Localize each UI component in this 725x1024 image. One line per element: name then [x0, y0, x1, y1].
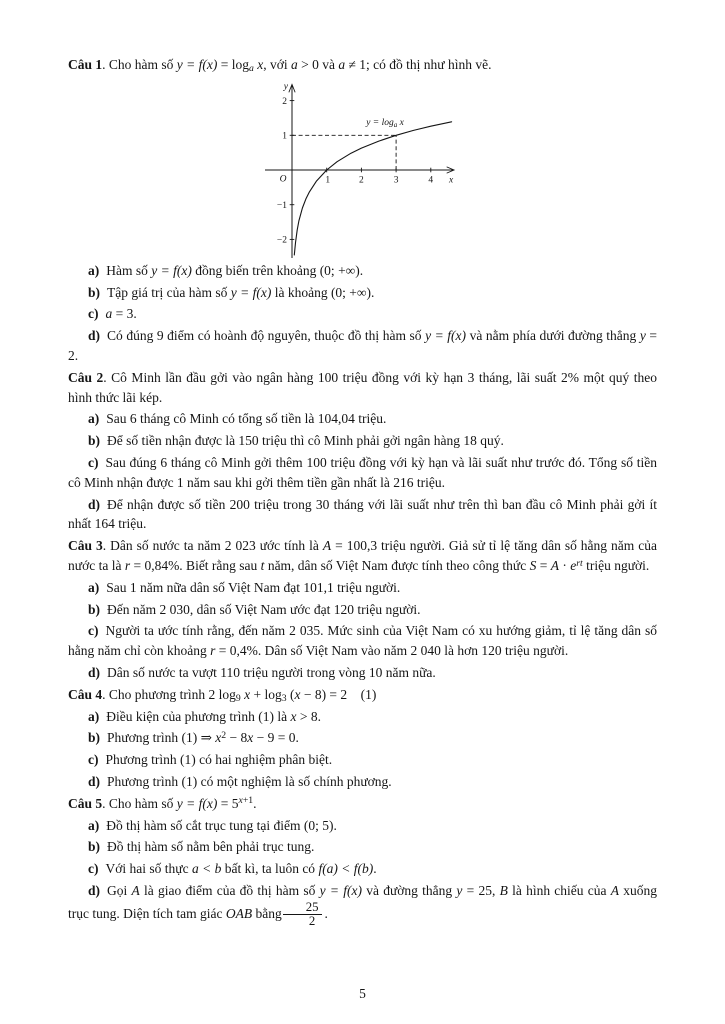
question-4-option-d: d) Phương trình (1) có một nghiệm là số chính phương. — [88, 773, 392, 789]
option-label: c) — [88, 454, 99, 470]
question-3-option-b: b) Đến năm 2 030, dân số Việt Nam ước đạt 120 triệu người. — [88, 601, 421, 617]
math-inline: A — [322, 538, 332, 554]
question-3-option-a: a) Sau 1 năm nữa dân số Việt Nam đạt 101,1 triệu người. — [88, 579, 401, 595]
question-4-option-c: c) Phương trình (1) có hai nghiệm phân biệt. — [88, 752, 333, 768]
question-1-option-c: c) a = 3. — [88, 306, 137, 322]
option-label: c) — [88, 306, 99, 322]
math-inline: rt — [576, 557, 583, 569]
math-inline: y = f(x) — [151, 262, 192, 278]
math-inline: A — [550, 557, 559, 573]
math-inline: r — [210, 643, 216, 659]
origin-label: O — [279, 174, 286, 185]
math-inline: y = f(x) — [176, 795, 218, 811]
x-tick-2: 2 — [358, 175, 364, 186]
x-axis-label: x — [448, 175, 453, 186]
question-stem-2: Câu 2. Cô Minh lần đầu gởi vào ngân hàng 100 triệu đồng với kỳ hạn 3 tháng, lãi suất 2% một quý theo hình thức lãi kép. — [68, 369, 658, 405]
math-inline: x — [238, 795, 243, 807]
math-inline: y = f(x) — [319, 882, 362, 898]
y-tick-minus2: −2 — [276, 235, 287, 246]
option-label: a) — [88, 579, 100, 595]
option-label: c) — [88, 623, 99, 639]
question-1-option-a: a) Hàm số y = f(x) đồng biến trên khoảng (0; +∞). — [88, 262, 364, 278]
math-inline: t — [260, 557, 265, 573]
option-label: c) — [88, 752, 99, 768]
math-inline: OAB — [225, 905, 253, 921]
question-4-option-a: a) Điều kiện của phương trình (1) là x > 8. — [88, 708, 322, 724]
question-number: Câu 3 — [68, 538, 103, 554]
document-content — [68, 55, 657, 929]
question-5-option-a: a) Đồ thị hàm số cắt trục tung tại điểm (0; 5). — [88, 817, 337, 833]
figure-log-graph — [263, 79, 463, 259]
math-inline: A — [131, 882, 140, 898]
option-label: a) — [88, 411, 100, 427]
math-inline: y — [639, 328, 646, 344]
log-curve — [294, 122, 451, 255]
log-graph-svg — [263, 79, 463, 259]
math-inline: y = f(x) — [425, 328, 467, 344]
option-label: b) — [88, 433, 101, 449]
page-number: 5 — [359, 986, 366, 1001]
math-inline: x — [290, 708, 297, 724]
question-5-option-d: d) Gọi A là giao điểm của đồ thị hàm số y = f(x) và đường thẳng y = 25, B là hình chiếu của A xuống trục tung. Diện tích tam giác OAB bằng $\frac{25}{2}$ . — [68, 882, 658, 929]
math-inline: a < b — [191, 861, 222, 877]
math-inline: e — [570, 557, 577, 573]
math-inline: a — [338, 57, 346, 72]
option-label: d) — [88, 328, 101, 344]
question-1-option-d: d) Có đúng 9 điểm có hoành độ nguyên, thuộc đồ thị hàm số y = f(x) và nằm phía dưới đường thẳng y = 2. — [68, 328, 657, 363]
question-5-option-c: c) Với hai số thực a < b bất kì, ta luôn có f(a) < f(b). — [88, 861, 377, 877]
math-inline: x — [244, 686, 251, 702]
option-label: d) — [88, 773, 101, 789]
question-number: Câu 5 — [68, 795, 103, 811]
math-inline: a — [249, 63, 254, 75]
question-3-option-d: d) Dân số nước ta vượt 110 triệu người trong vòng 10 năm nữa. — [88, 664, 436, 680]
question-stem-1: Câu 1. Cho hàm số $y = f(x) = \log_a x$, với a > 0 và a ≠ 1; có đồ thị như hình vẽ. — [68, 57, 492, 75]
math-inline: x — [215, 730, 222, 746]
question-stem-3: Câu 3. Dân số nước ta năm 2 023 ước tính là A = 100,3 triệu người. Giả sử tỉ lệ tăng dân số hằng năm của nước ta là r = 0,84%. Biết rằng sau t năm, dân số Việt Nam được tính theo công thức $S = A \cdot e^{rt}$ triệu người. — [68, 538, 657, 573]
option-label: d) — [88, 496, 101, 512]
y-tick-1: 1 — [281, 131, 287, 142]
question-5-option-b: b) Đồ thị hàm số nằm bên phải trục tung. — [88, 839, 315, 855]
option-label: a) — [88, 708, 100, 724]
option-label: c) — [88, 861, 99, 877]
question-2-option-b: b) Để số tiền nhận được là 150 triệu thì cô Minh phải gởi ngân hàng 18 quý. — [88, 433, 504, 449]
math-inline: B — [499, 882, 508, 898]
question-stem-5: Câu 5. Cho hàm số $y = f(x) = 5^{x+1}$. — [68, 795, 257, 811]
math-inline: y — [456, 882, 463, 898]
question-number: Câu 4 — [68, 686, 103, 702]
option-label: a) — [88, 262, 100, 278]
question-number: Câu 1 — [68, 57, 103, 72]
question-1-option-b: b) Tập giá trị của hàm số y = f(x) là khoảng (0; +∞). — [88, 284, 375, 300]
question-stem-4: Câu 4. Cho phương trình 2 $\log_9 x + \log_3 (x - 8) = 2$ (1) — [68, 686, 377, 705]
math-inline: f(a) < f(b) — [318, 861, 374, 877]
question-2-option-d: d) Để nhận được số tiền 200 triệu trong 30 tháng với lãi suất như trên thì ban đầu cô Minh phải gởi ít nhất 164 triệu. — [68, 496, 657, 532]
math-inline: y = f(x) — [230, 284, 272, 300]
math-inline: A — [610, 882, 620, 898]
fraction: $\frac{25}{2}$ — [283, 901, 322, 929]
math-inline: x — [247, 730, 254, 746]
option-label: b) — [88, 839, 101, 855]
question-2-option-c: c) Sau đúng 6 tháng cô Minh gởi thêm 100 triệu đồng với kỳ hạn và lãi suất như trước đó. Tổng số tiền cô Minh nhận được 1 năm sau khi gởi thêm tiền gần nhất là 216 triệu. — [68, 454, 657, 490]
option-label: d) — [88, 664, 101, 680]
curve-equation-label: $y = \log_a x$ — [365, 117, 404, 129]
option-label: b) — [88, 284, 101, 300]
y-tick-minus1: −1 — [276, 200, 287, 211]
math-inline: a — [105, 306, 113, 322]
x-tick-1: 1 — [324, 175, 330, 186]
math-inline: x — [257, 57, 264, 72]
question-2-option-a: a) Sau 6 tháng cô Minh có tổng số tiền là 104,04 triệu. — [88, 411, 387, 427]
option-label: b) — [88, 730, 101, 746]
option-label: a) — [88, 817, 100, 833]
x-tick-3: 3 — [393, 175, 398, 186]
question-number: Câu 2 — [68, 369, 104, 385]
math-inline: r — [124, 557, 131, 573]
x-tick-4: 4 — [427, 175, 433, 186]
math-inline: y = f(x) — [176, 57, 218, 72]
option-label: d) — [88, 882, 101, 898]
math-inline: x — [294, 686, 301, 702]
y-tick-2: 2 — [281, 96, 287, 107]
option-label: b) — [88, 601, 101, 617]
math-inline: a — [291, 57, 298, 72]
question-3-option-c: c) Người ta ước tính rằng, đến năm 2 035. Mức sinh của Việt Nam có xu hướng giảm, tỉ lệ tăng dân số hằng năm chỉ còn khoảng r = 0,4%. Dân số Việt Nam vào năm 2 040 là hơn 120 triệu người. — [68, 623, 657, 659]
math-inline: S — [529, 557, 537, 573]
question-4-option-b: b) Phương trình (1) ⇒ $x^2 - 8x - 9 = 0$. — [88, 729, 299, 746]
y-axis-label: y — [283, 81, 288, 92]
